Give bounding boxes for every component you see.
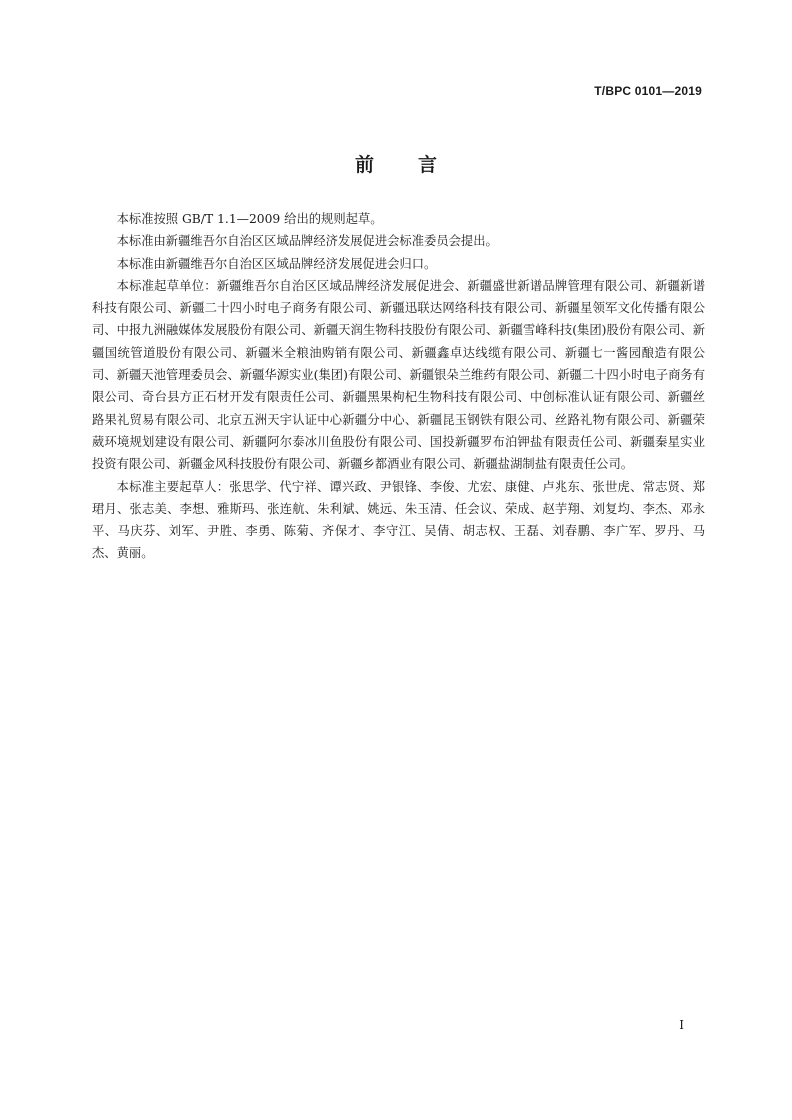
page-title: 前言	[354, 154, 481, 176]
paragraph-proposer: 本标准由新疆维吾尔自治区区域品牌经济发展促进会标准委员会提出。	[116, 234, 498, 249]
paragraph-drafters: 本标准主要起草人：张思学、代宁祥、谭兴政、尹银锋、李俊、尤宏、康健、卢兆东、张世虎、常志贤、郑珺月、张志美、李想、雅斯玛、张连航、朱利斌、姚远、朱玉清、任会议、荣成、赵芋翔、刘复均、李杰、邓永平、马庆芬、刘军、尹胜、李勇、陈菊、齐保才、李守江、吴倩、胡志权、王磊、刘春鹏、李广军、罗丹、马杰、黄丽。	[92, 479, 705, 561]
paragraph-drafting-rules: 本标准按照 GB/T 1.1—2009 给出的规则起草。	[116, 212, 383, 226]
document-code: T/BPC 0101—2019	[594, 84, 702, 98]
paragraph-centralized-unit: 本标准由新疆维吾尔自治区区域品牌经济发展促进会归口。	[116, 256, 437, 271]
foreword-content	[92, 208, 705, 565]
page-number: I	[679, 1018, 684, 1032]
paragraph-drafting-units: 本标准起草单位：新疆维吾尔自治区区域品牌经济发展促进会、新疆盛世新谱品牌管理有限公司、新疆新谱科技有限公司、新疆二十四小时电子商务有限公司、新疆迅联达网络科技有限公司、新疆星领军文化传播有限公司、中报九洲融媒体发展股份有限公司、新疆天润生物科技股份有限公司、新疆雪峰科技(集团)股份有限公司、新疆国统管道股份有限公司、新疆米全粮油购销有限公司、新疆鑫卓达线缆有限公司、新疆七一酱园酿造有限公司、新疆天池管理委员会、新疆华源实业(集团)有限公司、新疆银朵兰维药有限公司、新疆二十四小时电子商务有限公司、奇台县方正石材开发有限责任公司、新疆黑果枸杞生物科技有限公司、中创标准认证有限公司、新疆丝路果礼贸易有限公司、北京五洲天宇认证中心新疆分中心、新疆昆玉钢铁有限公司、丝路礼物有限公司、新疆荣葳环境规划建设有限公司、新疆阿尔泰冰川鱼股份有限公司、国投新疆罗布泊钾盐有限责任公司、新疆秦星实业投资有限公司、新疆金风科技股份有限公司、新疆乡都酒业有限公司、新疆盐湖制盐有限责任公司。	[92, 278, 705, 472]
